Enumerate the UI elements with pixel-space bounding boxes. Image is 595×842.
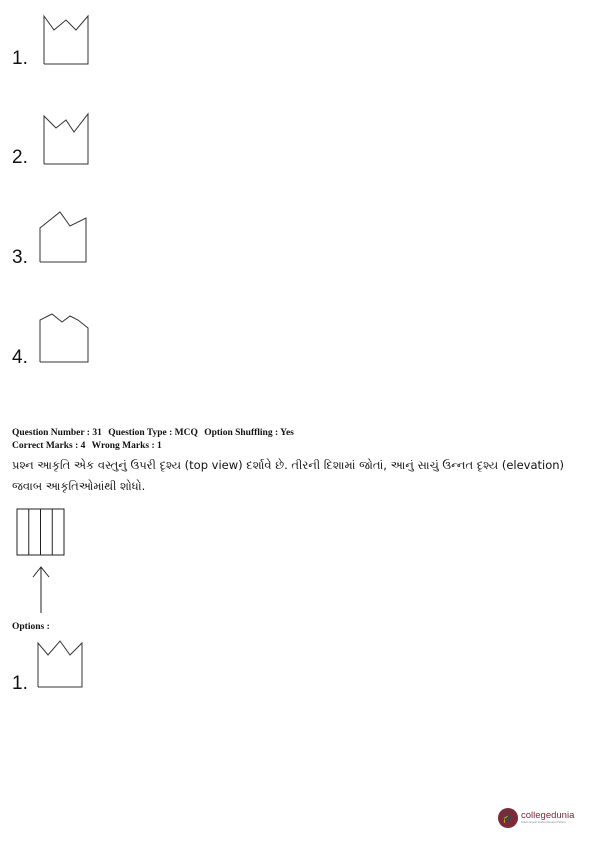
option-figure-2 — [42, 112, 92, 166]
option-number-2: 2. — [12, 147, 28, 168]
question-text — [12, 455, 572, 497]
option-figure-1 — [42, 14, 92, 66]
logo-tagline: India's largest Student Review Platform — [521, 821, 567, 824]
collegedunia-logo — [498, 805, 590, 831]
option-figure-3 — [38, 210, 90, 264]
graduate-cap-icon: 🎓 — [498, 808, 518, 828]
question-text-line1: પ્રશ્ન આકૃતિ એક વસ્તુનું ઉપરી દૃશ્ય (top view) દર્શાવે છે. તીરની દિશામાં જોતાં, આનું સાચું ઉન્નત દૃશ્ય (elevation) — [12, 458, 565, 472]
options-label: Options : — [12, 622, 50, 632]
question-meta-line2 — [12, 441, 166, 451]
correct-marks: Correct Marks : 4 — [12, 441, 86, 451]
top-view-figure — [16, 508, 66, 558]
wrong-marks: Wrong Marks : 1 — [91, 441, 162, 451]
answer-option-figure-1[interactable] — [36, 637, 86, 689]
answer-option-number-1[interactable]: 1. — [12, 673, 28, 694]
option-number-4: 4. — [12, 347, 28, 368]
question-text-line2: જવાબ આકૃતિઓમાંથી શોધો. — [12, 479, 146, 493]
view-direction-arrow — [30, 565, 52, 615]
question-number: Question Number : 31 — [12, 428, 102, 438]
option-number-3: 3. — [12, 247, 28, 268]
option-number-1: 1. — [12, 48, 28, 69]
question-type: Question Type : MCQ — [108, 428, 198, 438]
option-shuffling: Option Shuffling : Yes — [204, 428, 294, 438]
option-figure-4 — [38, 310, 92, 364]
question-meta-line1 — [12, 428, 298, 438]
logo-name: collegedunia — [521, 810, 575, 821]
